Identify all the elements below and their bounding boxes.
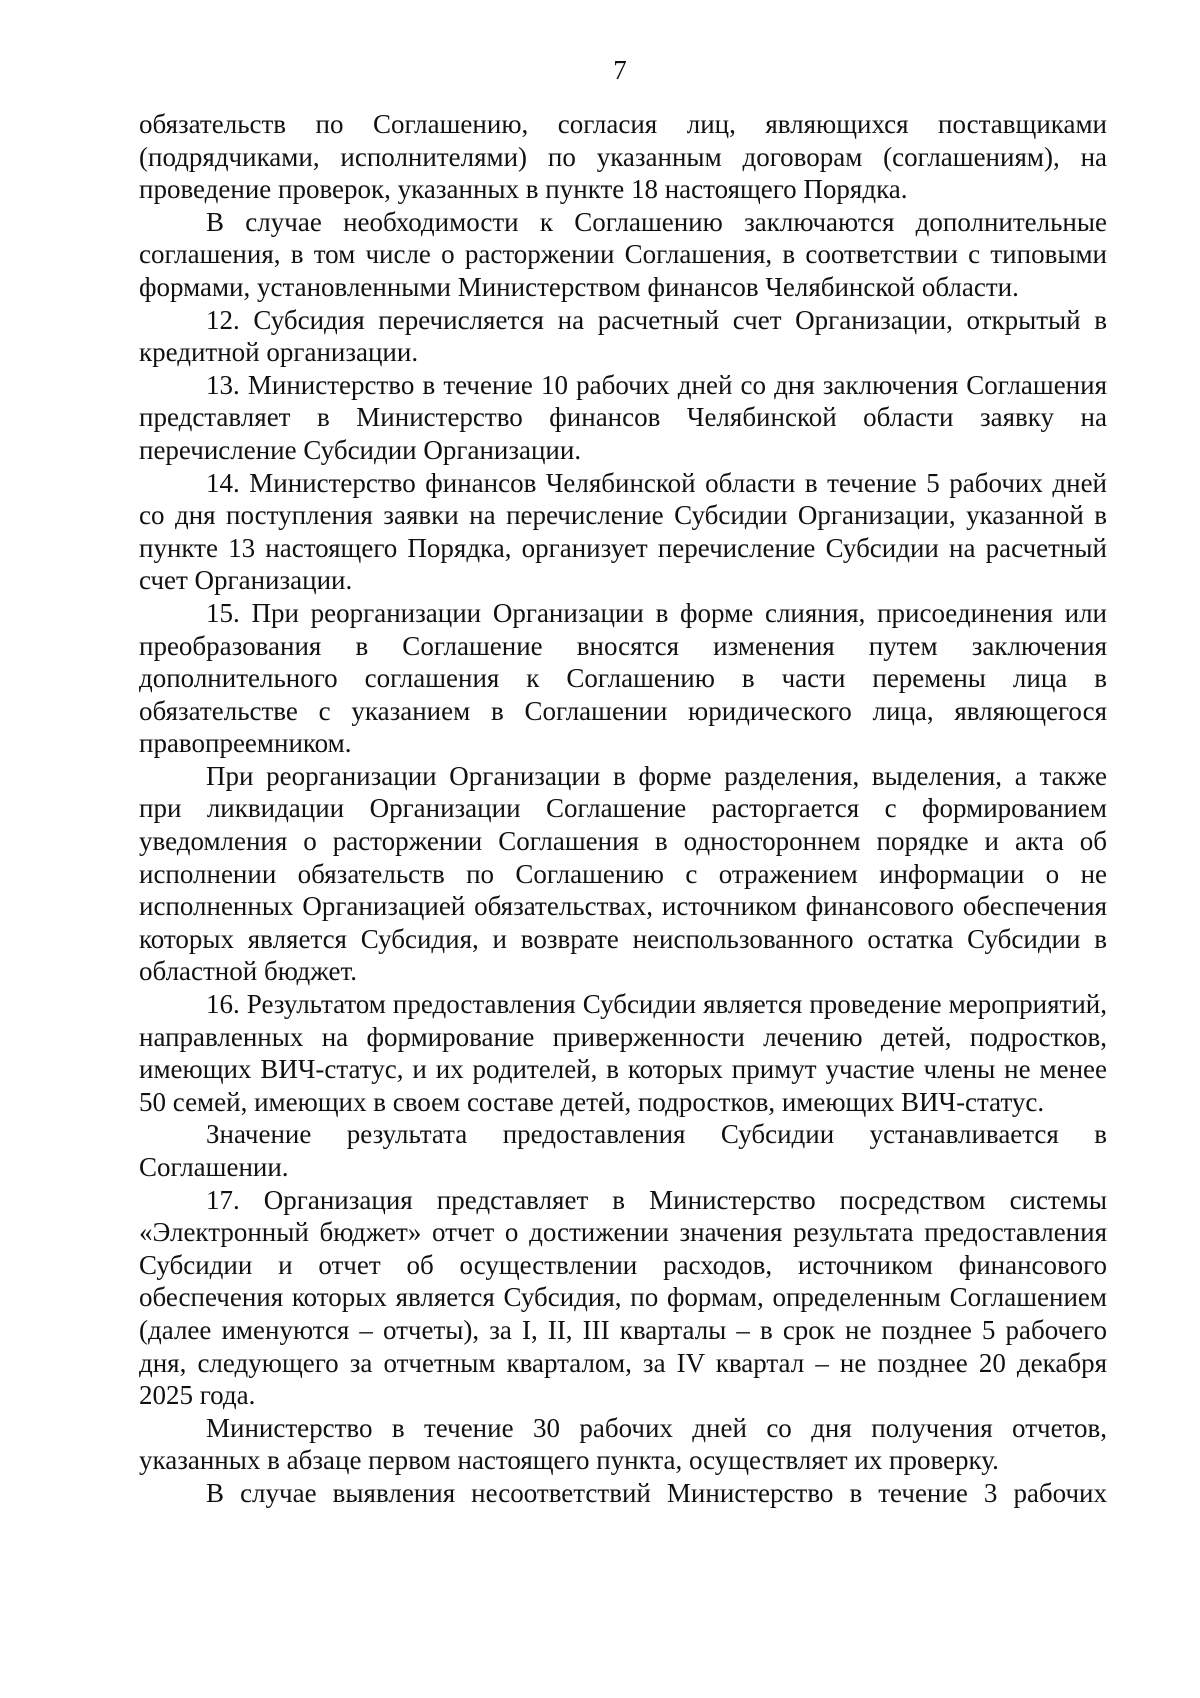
- paragraph-continuation: обязательств по Соглашению, согласия лиц, являющихся поставщиками (подрядчиками, исполнителями) по указанным договорам (соглашениям), на проведение проверок, указанных в пункте 18 настоящего Порядка.: [139, 109, 1107, 205]
- page-number: 7: [613, 55, 627, 85]
- document-body: [139, 108, 1107, 1510]
- paragraph-clause-15: 15. При реорганизации Организации в форме слияния, присоединения или преобразования в Соглашение вносятся изменения путем заключения дополнительного соглашения к Соглашению в части перемены лица в обязательстве с указанием в Соглашении юридического лица, являющегося правопреемником.: [139, 597, 1107, 759]
- paragraph-result-value: Значение результата предоставления Субсидии устанавливается в Соглашении.: [139, 1119, 1107, 1182]
- paragraph-verification: Министерство в течение 30 рабочих дней со дня получения отчетов, указанных в абзаце первом настоящего пункта, осуществляет их проверку.: [139, 1412, 1107, 1476]
- paragraph-discrepancies: В случае выявления несоответствий Министерство в течение 3 рабочих: [206, 1477, 1107, 1508]
- paragraph-clause-16: 16. Результатом предоставления Субсидии является проведение мероприятий, направленных на формирование приверженности лечению детей, подростков, имеющих ВИЧ-статус, и их родителей, в которых примут участие члены не менее 50 семей, имеющих в своем составе детей, подростков, имеющих ВИЧ-статус.: [139, 989, 1107, 1117]
- paragraph-additional-agreements: В случае необходимости к Соглашению заключаются дополнительные соглашения, в том числе о расторжении Соглашения, в соответствии с типовыми формами, установленными Министерством финансов Челябинской области.: [139, 206, 1107, 302]
- paragraph-clause-13: 13. Министерство в течение 10 рабочих дней со дня заключения Соглашения представляет в Министерство финансов Челябинской области заявку на перечисление Субсидии Организации.: [139, 369, 1107, 465]
- paragraph-clause-12: 12. Субсидия перечисляется на расчетный счет Организации, открытый в кредитной организации.: [139, 304, 1107, 368]
- paragraph-clause-17: 17. Организация представляет в Министерство посредством системы «Электронный бюджет» отчет о достижении значения результата предоставления Субсидии и отчет об осуществлении расходов, источником финансового обеспечения которых является Субсидия, по формам, определенным Соглашением (далее именуются – отчеты), за I, II, III кварталы – в срок не позднее 5 рабочего дня, следующего за отчетным кварталом, за IV квартал – не позднее 20 декабря 2025 года.: [139, 1184, 1107, 1411]
- paragraph-clause-14: 14. Министерство финансов Челябинской области в течение 5 рабочих дней со дня поступления заявки на перечисление Субсидии Организации, указанной в пункте 13 настоящего Порядка, организует перечисление Субсидии на расчетный счет Организации.: [139, 467, 1107, 596]
- paragraph-reorganization: При реорганизации Организации в форме разделения, выделения, а также при ликвидации Организации Соглашение расторгается с формированием уведомления о расторжении Соглашения в одностороннем порядке и акта об исполнении обязательств по Соглашению с отражением информации о не исполненных Организацией обязательствах, источником финансового обеспечения которых является Субсидия, и возврате неиспользованного остатка Субсидии в областной бюджет.: [139, 760, 1107, 987]
